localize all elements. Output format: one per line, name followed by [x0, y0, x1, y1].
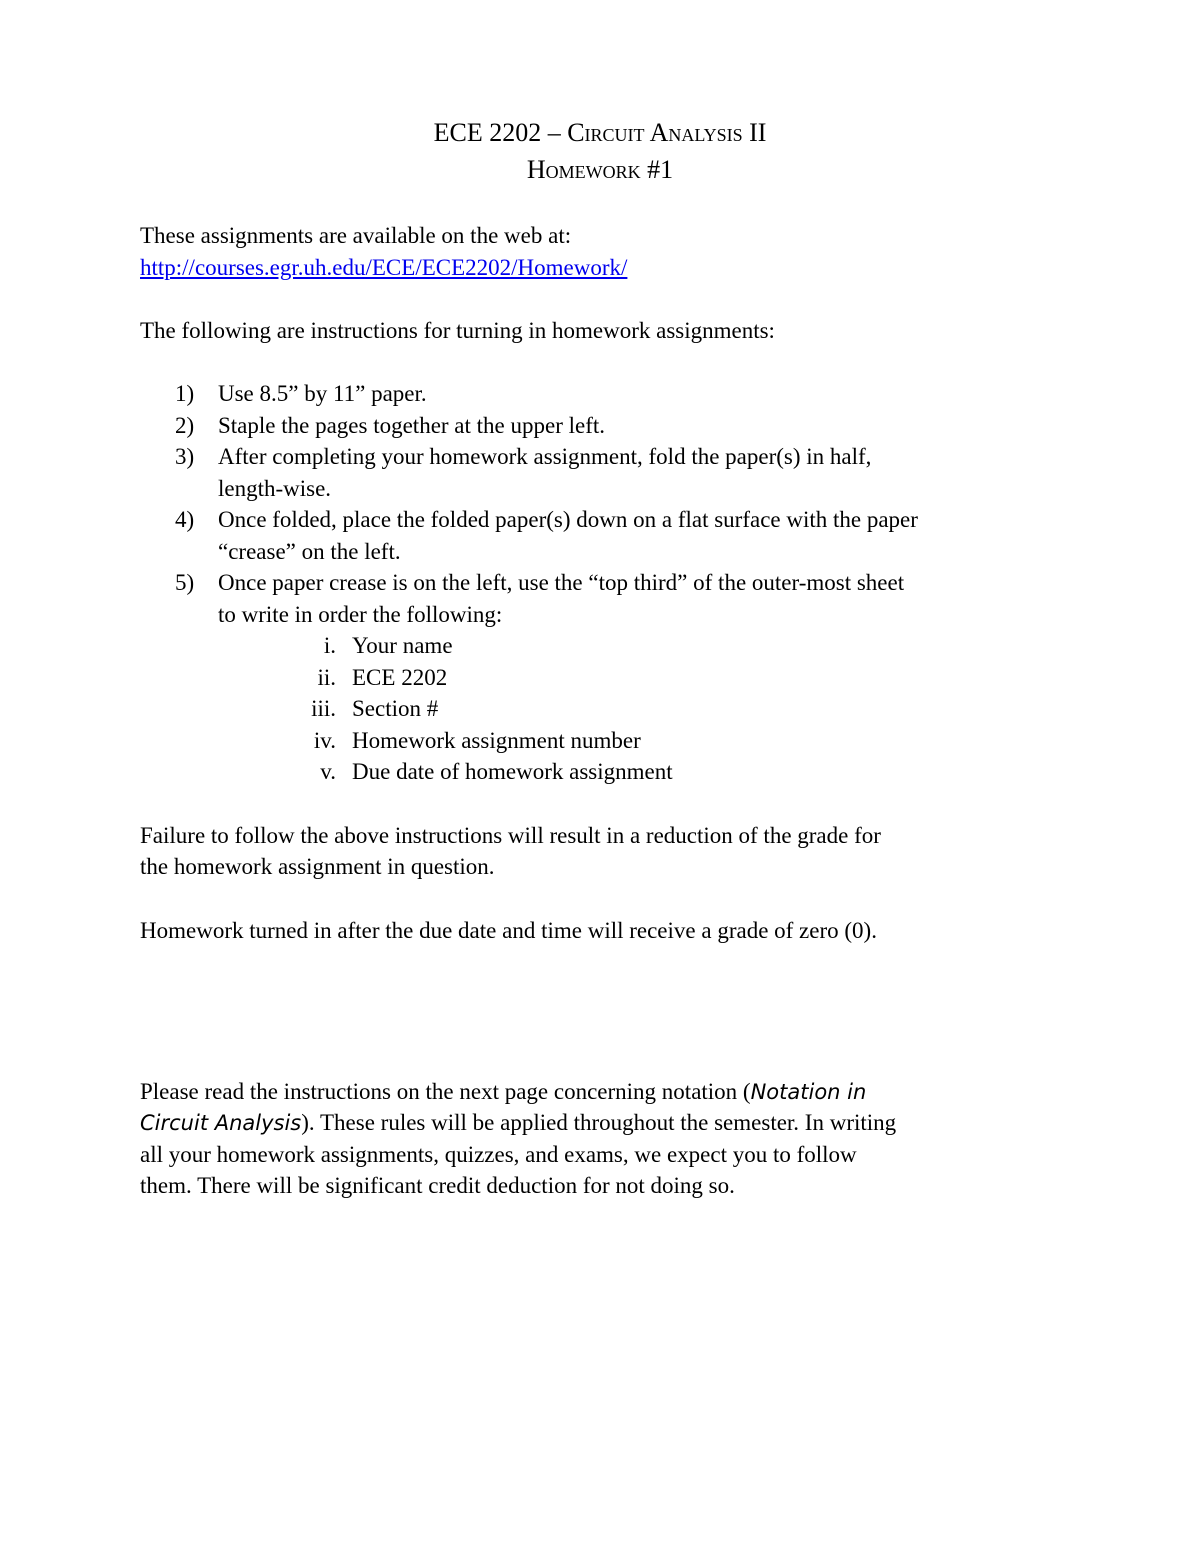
substep-number: i. — [323, 633, 336, 658]
substep-text: ECE 2202 — [352, 665, 448, 690]
notation-note-part2: ). These rules will be applied throughout the semester. In writing — [301, 1110, 897, 1135]
step-number: 2) — [175, 413, 195, 438]
notation-note-line3: all your homework assignments, quizzes, and exams, we expect you to follow — [140, 1142, 857, 1167]
notation-note-line2 — [140, 1107, 1060, 1140]
substep-number: v. — [320, 759, 336, 784]
substep-number: iv. — [313, 728, 336, 753]
substep-text: Homework assignment number — [352, 728, 641, 753]
step-number: 3) — [175, 444, 195, 469]
instructions-heading: The following are instructions for turning in homework assignments: — [140, 318, 775, 343]
late-note: Homework turned in after the due date and time will receive a grade of zero (0). — [140, 918, 877, 943]
course-code: ECE 2202 – — [433, 118, 568, 147]
step-number: 5) — [175, 570, 195, 595]
course-title: Circuit Analysis II — [567, 118, 767, 147]
substep-text: Section # — [352, 696, 439, 721]
step-text: Once folded, place the folded paper(s) down on a flat surface with the paper — [218, 507, 918, 532]
homework-link[interactable]: http://courses.egr.uh.edu/ECE/ECE2202/Homework/ — [140, 255, 628, 280]
step-text: After completing your homework assignment, fold the paper(s) in half, — [218, 444, 872, 469]
step-text: Once paper crease is on the left, use the “top third” of the outer-most sheet — [218, 570, 905, 595]
substep-text: Your name — [352, 633, 453, 658]
intro-text: These assignments are available on the web at: — [140, 223, 572, 248]
step-text: Staple the pages together at the upper left. — [218, 413, 606, 438]
notation-note-line4: them. There will be significant credit deduction for not doing so. — [140, 1173, 735, 1198]
step-text: Use 8.5” by 11” paper. — [218, 381, 427, 406]
step-text-continued: “crease” on the left. — [218, 539, 401, 564]
substep-number: ii. — [317, 665, 336, 690]
homework-title: Homework #1 — [526, 155, 674, 184]
failure-note-line2: the homework assignment in question. — [140, 854, 495, 879]
failure-note-line1: Failure to follow the above instructions will result in a reduction of the grade for — [140, 823, 881, 848]
notation-note-italic2: Circuit Analysis — [140, 1111, 302, 1135]
step-number: 1) — [175, 381, 195, 406]
step-text-continued: length-wise. — [218, 476, 332, 501]
notation-note-part1: Please read the instructions on the next page concerning notation ( — [140, 1079, 751, 1104]
document-title — [0, 116, 1200, 150]
step-text-continued: to write in order the following: — [218, 602, 503, 627]
notation-note-italic1: Notation in — [750, 1080, 867, 1104]
substep-number: iii. — [311, 696, 336, 721]
notation-note-line1 — [140, 1076, 1060, 1109]
homework-link-line — [140, 252, 1060, 284]
substep-text: Due date of homework assignment — [352, 759, 673, 784]
step-number: 4) — [175, 507, 195, 532]
